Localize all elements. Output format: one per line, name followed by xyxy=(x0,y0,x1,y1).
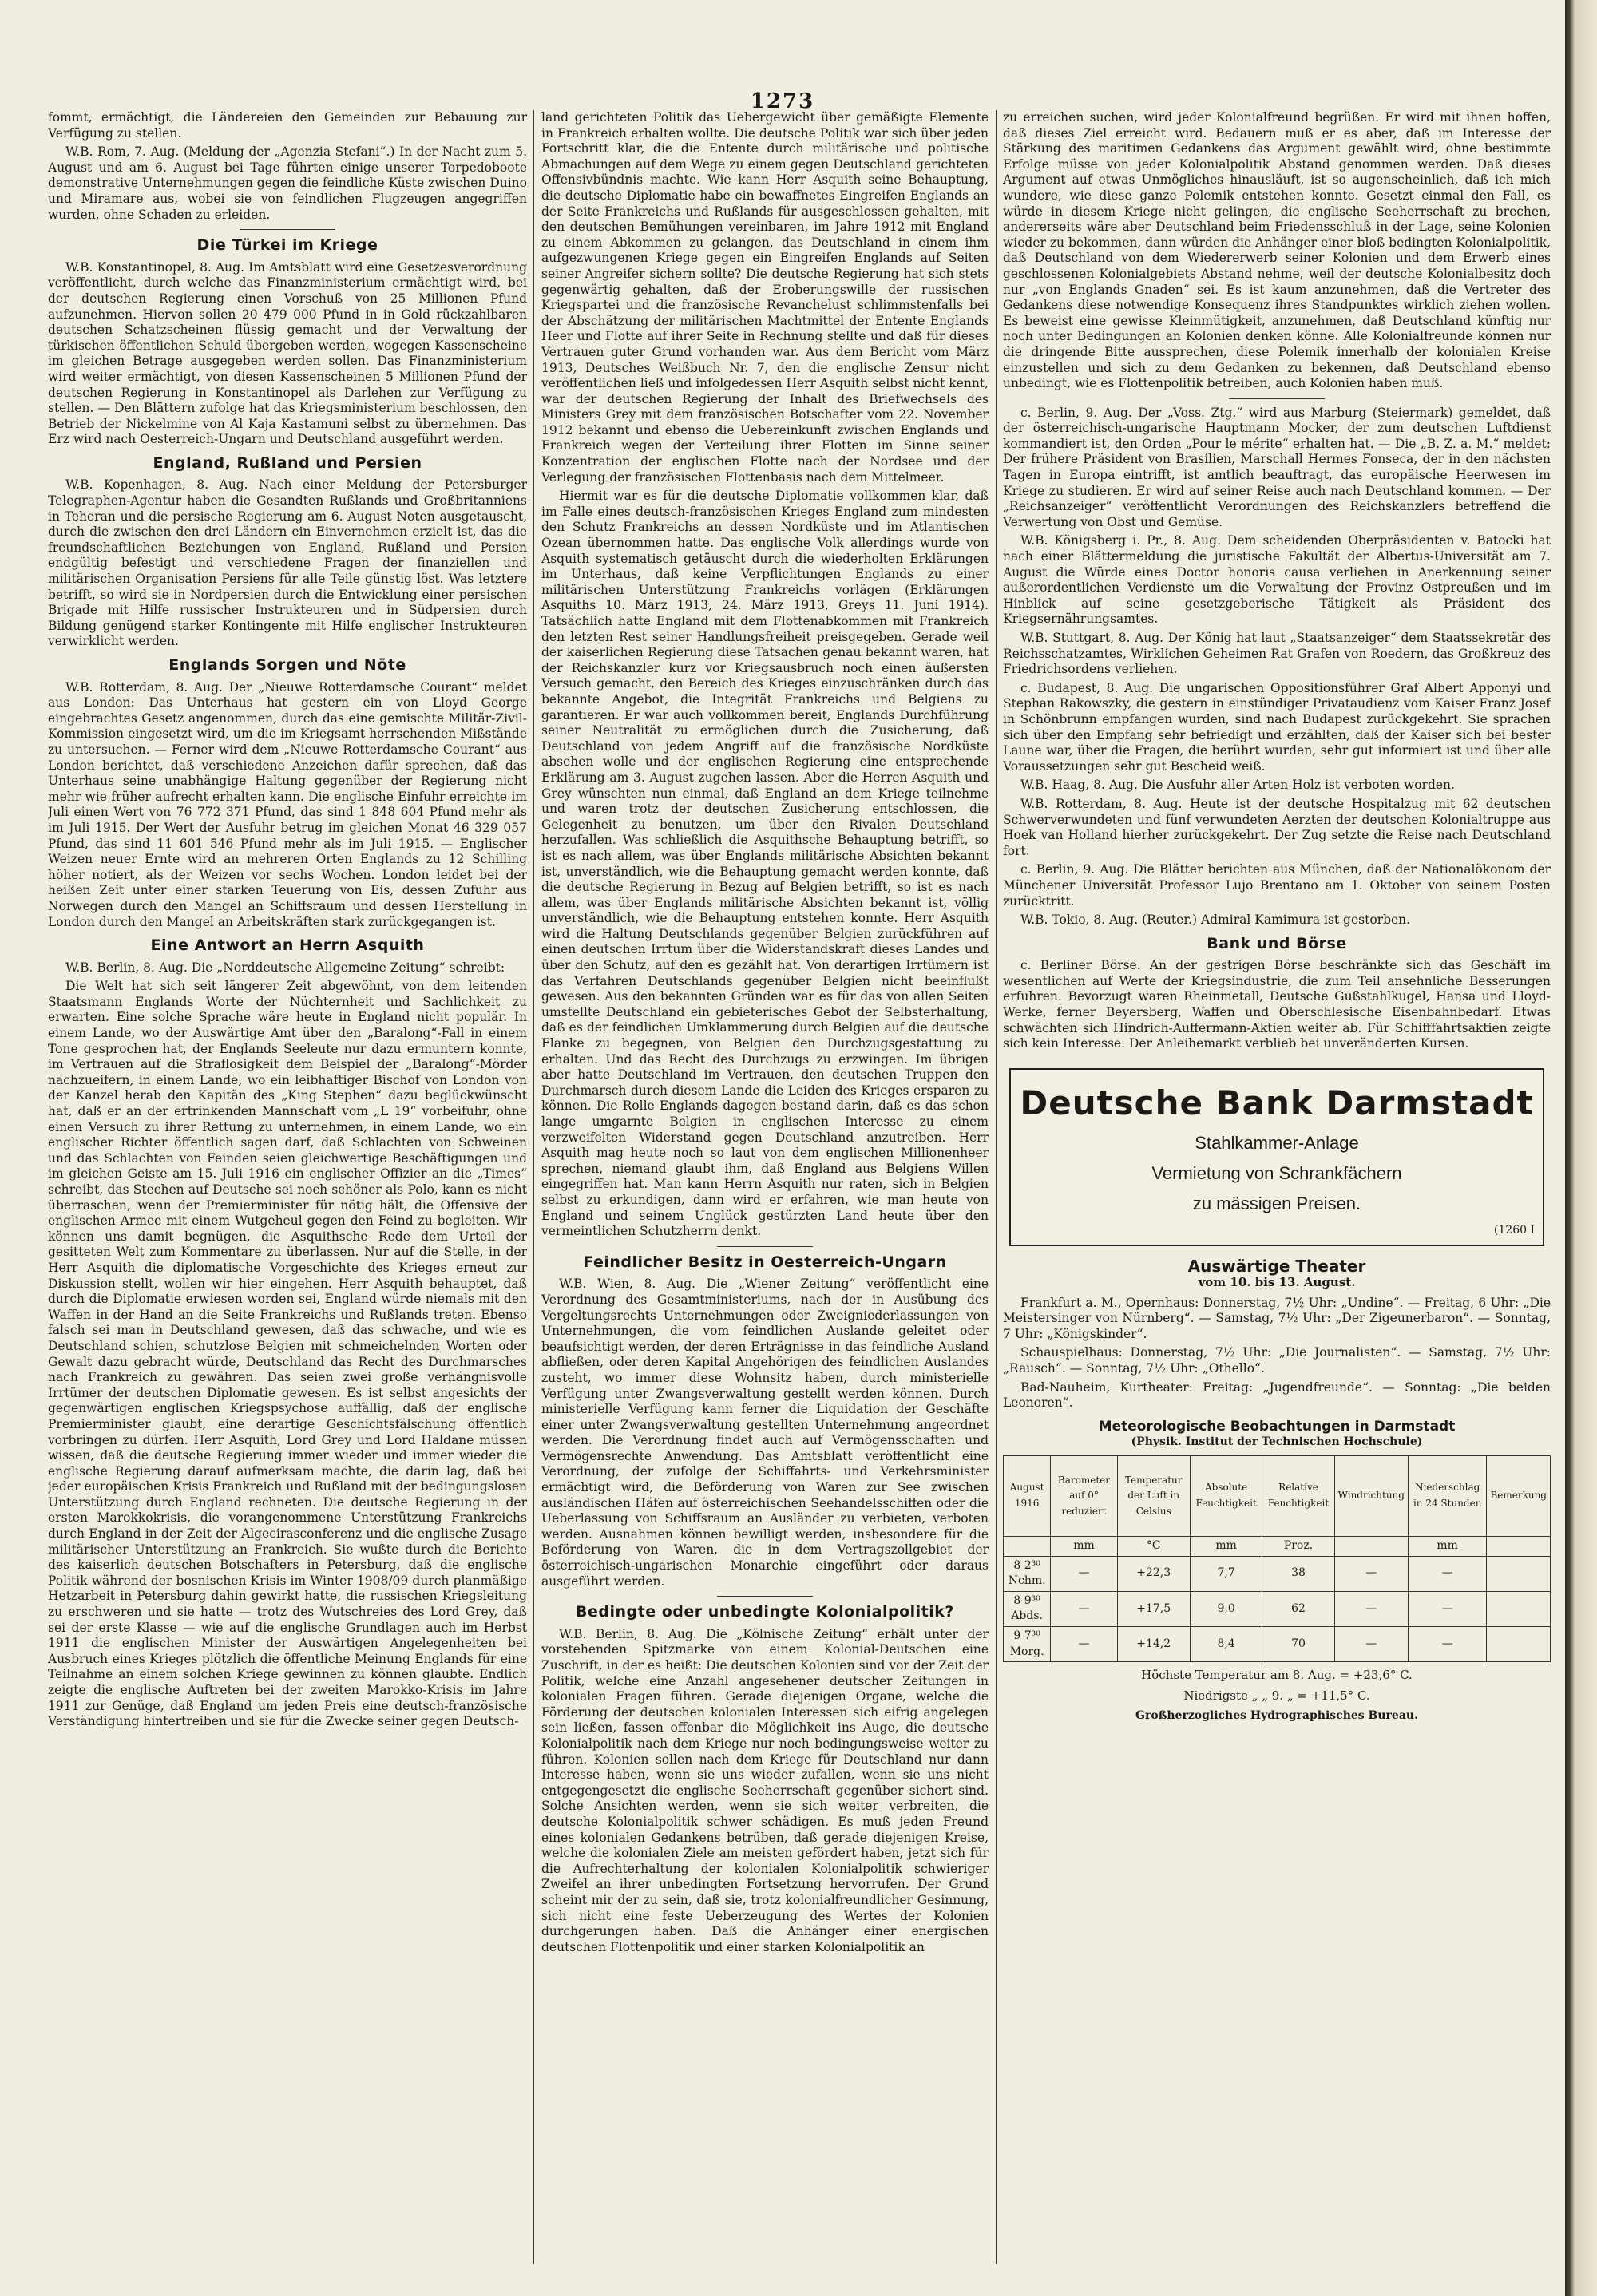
paragraph: zu erreichen suchen, wird jeder Kolonialfreund begrüßen. Er wird mit ihnen hoffen, daß dieses Ziel erreicht wird. Bedauern muß er es aber, daß im Interesse der Stärkung des maritimen Gedankens das Argument gewählt wird, ohne bestimmte Erfolge müsse von jeder Kolonialpolitik Abstand genommen werden. Daß dieses Argument auf etwas Unmögliches hinausläuft, ist so augenscheinlich, daß ich mich wundere, wie diese ganze Polemik entstehen konnte. Gesetzt einmal den Fall, es würde in diesem Kriege nicht gelingen, die englische Seeherrschaft zu brechen, andererseits wäre aber Deutschland beim Friedensschluß in der Lage, seine Kolonien wieder zu bekommen, dann würden die Anhänger einer bloß bedingten Kolonialpolitik, daß Deutschland von dem Wiedererwerb seiner Kolonien und dem Erwerb eines geschlossenen Kolonialgebiets Abstand nehme, weil der deutsche Kolonialbesitz doch nur „von Englands Gnaden“ sei. Es ist kaum anzunehmen, daß die Vertreter des Gedankens diese notwendige Konsequenz ihres Standpunktes wirklich ziehen wollen. Es beweist eine gewisse Kleinmütigkeit, anzunehmen, daß Deutschland künftig nur noch unter Bedingungen an Kolonien denken könne. Alle Kolonialfreunde können nur die dringende Bitte aussprechen, diese Polemik innerhalb der kolonialen Kreise einzustellen und sich zu dem Gedanken zu bekennen, daß Deutschland ebenso unbedingt, wie es Flottenpolitik betreiben, auch Kolonien haben muß. xyxy=(1003,110,1551,391)
paragraph: W.B. Kopenhagen, 8. Aug. Nach einer Meldung der Petersburger Telegraphen-Agentur haben die Gesandten Rußlands und Großbritanniens in Teheran und die persische Regierung am 6. August Noten ausgetauscht, durch die zwischen den drei Ländern ein Einvernehmen erzielt ist, das die freundschaftlichen Beziehungen von England, Rußland und Persien endgültig befestigt und verschiedene Fragen der finanziellen und militärischen Organisation Persiens für alle Teile günstig löst. Was letztere betrifft, so wird sie in Nordpersien durch die Entwicklung einer persischen Brigade mit Hilfe russischer Instrukteuren und in Südpersien durch Bildung genügend starker Kontingente mit Hilfe englischer Instrukteuren verwirklicht werden. xyxy=(48,477,527,649)
table-cell: 9,0 xyxy=(1190,1591,1262,1626)
weather-header-cell: Niederschlag in 24 Stunden xyxy=(1408,1455,1486,1536)
table-cell: 70 xyxy=(1262,1626,1334,1661)
column-2 xyxy=(541,110,989,2264)
table-cell: 8 9³⁰ Abds. xyxy=(1004,1591,1051,1626)
heading-sorgen: Englands Sorgen und Nöte xyxy=(168,656,406,674)
column-1 xyxy=(48,110,527,2264)
table-cell: — xyxy=(1334,1626,1408,1661)
paragraph: Die Welt hat sich seit längerer Zeit abgewöhnt, von dem leitenden Staatsmann Englands Worte der Nüchternheit und Sachlichkeit zu erwarten. Eine solche Sprache wäre heute in England nicht populär. In einem Lande, wo der Auswärtige Amt über den „Baralong“-Fall in einem Tone gesprochen hat, der Englands Seeleute nur dazu ermuntern konnte, im Vertrauen auf die Straflosigkeit dem Beispiel der „Baralong“-Mörder nachzueifern, in einem Lande, wo ein leibhaftiger Bischof von London von der Kanzel herab den Kapitän des „King Stephen“ dazu beglückwünscht hat, daß er an der ertrinkenden Mannschaft vom „L 19“ vorbeifuhr, ohne einen Versuch zu ihrer Rettung zu unternehmen, in einem Lande, wo ein englischer Richter öffentlich sagen darf, daß Schlachten von Schweinen und das Schlachten von Feinden seien gleichwertige Beschäftigungen und im gleichen Geiste am 15. Juli 1916 ein englischer Offizier an die „Times“ schreibt, das Stechen auf Deutsche sei noch schöner als Polo, kann es nicht überraschen, wenn der Premierminister für nötig hält, die Offensive der englischen Armee mit einem Wutgeheul gegen den Feind zu begleiten. Wir können uns damit begnügen, die Asquithsche Rede dem Urteil der gesitteten Welt zum Kommentare zu überlassen. Nur auf die Stelle, in der Herr Asquith die diplomatische Vorgeschichte des Krieges erneut zur Diskussion stellt, wollen wir hier eingehen. Herr Asquith behauptet, daß durch die Diplomatie erwiesen worden sei, England würde niemals mit den Waffen in der Hand an die Seite Frankreichs und Rußlands treten. Ebenso falsch sei man in Deutschland gewesen, daß das schwache, und wie es Deutschland schien, schutzlose Belgien mit schmeichelnden Worten oder Gewalt dazu gebracht würde, Deutschland das Recht des Durchmarsches nach Frankreich zu gewähren. Das seien zwei große verhängnisvolle Irrtümer der deutschen Diplomatie gewesen. Es ist selbst angesichts der gegenwärtigen englischen Kriegspsychose auffällig, daß der englische Premierminister glaubt, eine derartige Geschichtsfälschung öffentlich vorbringen zu dürfen. Herr Asquith, Lord Grey und Lord Haldane müssen wissen, daß die deutsche Regierung immer wieder und immer wieder die englische Regierung darauf aufmerksam machte, die darin lag, daß bei jeder europäischen Krisis Frankreich und Rußland mit der bedingungslosen Unterstützung durch England rechneten. Die deutsche Regierung in der ersten Marokkokrisis, die vorangenommene Unterstützung Frankreichs durch England in der Zeit der Algecirasconferenz und die englische Zusage militärischer Unterstützung an Frankreich. Sie wußte durch die Berichte des kaiserlich deutschen Botschafters in Petersburg, daß die englische Politik während der bosnischen Krisis im Winter 1908/09 durch planmäßige Hetzarbeit in Petersburg dahin gewirkt hatte, die russischen Kriegsleitung zu erschweren und sie hatte — trotz des Wutschreies des Lord Grey, daß sei der erste Klasse — wie auf die englische Grundlagen auch im Herbst 1911 die englischen Minister der Auswärtigen Angelegenheiten bei Ausbruch eines Krieges plötzlich die öffentliche Meinung Englands für eine Teilnahme an einem solchen Kriege gewinnen zu können glaubte. Endlich zeigte die englische Auftreten bei der zweiten Marokko-Krisis im Jahre 1911 zur Genüge, daß England um jeden Preis eine deutsch-französische Verständigung hintertreiben und sie für die Zwecke seiner gegen Deutsch- xyxy=(48,979,527,1729)
paragraph: W.B. Königsberg i. Pr., 8. Aug. Dem scheidenden Oberpräsidenten v. Batocki hat nach einer Blättermeldung die juristische Fakultät der Albertus-Universität am 7. August die Würde eines Doctor honoris causa verliehen in Anerkennung seiner außerordentlichen Verdienste um die Verwaltung der Provinz Ostpreußen und im Hinblick auf seine gesetzgeberische Tätigkeit als Präsident des Kriegsernährungsamtes. xyxy=(1003,533,1551,627)
ad-bank-name: Deutsche Bank Darmstadt xyxy=(1020,1083,1534,1122)
column-rule xyxy=(996,110,997,2264)
weather-unit-cell: Proz. xyxy=(1262,1536,1334,1556)
paragraph: W.B. Haag, 8. Aug. Die Ausfuhr aller Arten Holz ist verboten worden. xyxy=(1020,778,1455,793)
paragraph: W.B. Berlin, 8. Aug. Die „Norddeutsche Allgemeine Zeitung“ schreibt: xyxy=(65,960,505,975)
page-number: 1273 xyxy=(750,89,815,113)
weather-unit-cell: mm xyxy=(1190,1536,1262,1556)
table-cell: — xyxy=(1408,1556,1486,1591)
ad-line: Stahlkammer-Anlage xyxy=(1195,1132,1359,1153)
weather-header-cell: Windrichtung xyxy=(1334,1455,1408,1536)
weather-header-cell: Relative Feuchtigkeit xyxy=(1262,1455,1334,1536)
weather-unit-cell xyxy=(1334,1536,1408,1556)
table-cell: +14,2 xyxy=(1117,1626,1190,1661)
weather-header-cell: Barometer auf 0° reduziert xyxy=(1051,1455,1117,1536)
weather-header-cell: Bemerkung xyxy=(1487,1455,1551,1536)
weather-unit-cell: °C xyxy=(1117,1536,1190,1556)
weather-subtitle: (Physik. Institut der Technischen Hochschule) xyxy=(1131,1435,1423,1449)
table-cell: +17,5 xyxy=(1117,1591,1190,1626)
table-cell: — xyxy=(1051,1626,1117,1661)
weather-unit-cell xyxy=(1487,1536,1551,1556)
paragraph: W.B. Rom, 7. Aug. (Meldung der „Agenzia Stefani“.) In der Nacht zum 5. August und am 6. August bei Tage führten einige unserer Torpedoboote demonstrative Unternehmungen gegen die feindliche Küste zwischen Duino und Miramare aus, wobei sie von feindlichen Flugzeugen angegriffen wurden, ohne Schaden zu erleiden. xyxy=(48,144,527,222)
separator xyxy=(240,229,335,230)
ad-line: Vermietung von Schrankfächern xyxy=(1151,1162,1402,1183)
weather-table xyxy=(1003,1455,1551,1662)
table-cell: +22,3 xyxy=(1117,1556,1190,1591)
paragraph: W.B. Berlin, 8. Aug. Die „Kölnische Zeitung“ erhält unter der vorstehenden Spitzmarke von einem Kolonial-Deutschen eine Zuschrift, in der es heißt: Die deutschen Kolonien sind vor der Zeit der Politik, welche eine Anzahl angesehener deutscher Zeitungen in kolonialen Fragen führen. Gerade diejenigen Organe, welche die Förderung der deutschen kolonialen Interessen sich eifrig angelegen sein ließen, fassen offenbar die Möglichkeit ins Auge, die deutsche Kolonialpolitik nach dem Kriege nur noch bedingungsweise weiter zu führen. Kolonien sollen nach dem Kriege für Deutschland nur dann Interesse haben, wenn sie uns wieder zufallen, wenn sie uns nicht entgegengesetzt die englische Seeherrschaft gegenüber sichert sind. Solche Ansichten werden, wenn sie sich weiter verbreiten, die deutsche Kolonialpolitik schwer schädigen. Es muß jeden Freund eines kolonialen Gedankens betrüben, daß gerade diejenigen Kreise, welche die kolonialen Ziele am meisten gefördert haben, jetzt sich für die Aufrechterhaltung der kolonialen Kolonialpolitik schwieriger Zweifel an ihrer unbedingten Fortsetzung hervorrufen. Der Grund scheint mir der zu sein, daß sie, trotz kolonialfreundlicher Gesinnung, sich nicht eine feste Ueberzeugung des Wertes der Kolonien durchgerungen haben. Daß die Anhänger einer energischen deutschen Flottenpolitik und einer starken Kolonialpolitik an xyxy=(541,1626,989,1954)
paragraph: Bad-Nauheim, Kurtheater: Freitag: „Jugendfreunde“. — Sonntag: „Die beiden Leonoren“. xyxy=(1003,1380,1551,1411)
heading-england-russland: England, Rußland und Persien xyxy=(153,453,422,472)
min-temperature: Niedrigste „ „ 9. „ = +11,5° C. xyxy=(1183,1688,1370,1704)
max-temperature: Höchste Temperatur am 8. Aug. = +23,6° C. xyxy=(1141,1668,1413,1683)
paragraph: W.B. Stuttgart, 8. Aug. Der König hat laut „Staatsanzeiger“ dem Staatssekretär des Reichsschatzamtes, Wirklichen Geheimen Rat Grafen von Roedern, das Großkreuz des Friedrichsordens verliehen. xyxy=(1003,631,1551,677)
paragraph: fommt, ermächtigt, die Ländereien den Gemeinden zur Bebauung zur Verfügung zu stellen. xyxy=(48,110,527,141)
heading-antwort: Eine Antwort an Herrn Asquith xyxy=(150,936,425,955)
paragraph: land gerichteten Politik das Uebergewicht über gemäßigte Elemente in Frankreich erhalten wollte. Die deutsche Politik war sich über jeden Fortschritt klar, die die Entente durch militärische und politische Abmachungen auf dem Wege zu einem gegen Deutschland gerichteten Offensivbündnis machte. Wie kann Herr Asquith seine Behauptung, die deutsche Diplomatie habe ein bewaffnetes Eingreifen Englands an der Seite Frankreichs und Rußlands für ausgeschlossen gehalten, mit den deutschen Bemühungen vereinbaren, im Jahre 1912 mit England zu einem Abkommen zu gelangen, das Deutschland in einem ihm aufgezwungenen Kriege gegen ein Eingreifen Englands auf Seiten seiner Angreifer sichern sollte? Die deutsche Regierung hat sich stets gegenwärtig gehalten, daß der Eroberungswille der russischen Kriegspartei und die französische Revanchelust schlimmstenfalls bei der Abschätzung der militärischen Machtmittel der Entente Englands Heer und Flotte auf ihrer Seite in Rechnung stellte und daß für dieses Vertrauen guter Grund vorhanden war. Aus dem Bericht vom März 1913, Deutsches Weißbuch Nr. 7, den die englische Zensur nicht veröffentlichen ließ und infolgedessen Herr Asquith selbst nicht kennt, war der deutschen Regierung der Inhalt des Briefwechsels des Ministers Grey mit dem französischen Botschafter vom 22. November 1912 bekannt und ebenso die Uebereinkunft zwischen Englands und Frankreich wegen der Verteilung ihrer Flotten im Sinne seiner Konzentration der englischen Flotte nach der Nordsee und der Verlegung der französischen Flottenbasis nach dem Mittelmeer. xyxy=(541,110,989,485)
table-cell: 62 xyxy=(1262,1591,1334,1626)
ad-reference: (1260 I xyxy=(1493,1223,1535,1237)
separator xyxy=(717,1246,813,1247)
paragraph: c. Budapest, 8. Aug. Die ungarischen Oppositionsführer Graf Albert Apponyi und Stephan Rakowszky, die gestern in einstündiger Privataudienz vom Kaiser Franz Josef in Schönbrunn empfangen wurden, sind nach Budapest zurückgekehrt. Sie sprachen sich über den Empfang sehr befriedigt und erzählten, daß der Kaiser sich bei bester Laune war, über die Fragen, die berührt wurden, sehr gut informiert ist und über alle Voraussetzungen sehr gut Bescheid weiß. xyxy=(1003,680,1551,774)
bank-advertisement xyxy=(1009,1068,1544,1247)
table-row xyxy=(1004,1556,1551,1591)
table-cell: 7,7 xyxy=(1190,1556,1262,1591)
table-cell: — xyxy=(1051,1556,1117,1591)
table-cell: — xyxy=(1408,1591,1486,1626)
column-3 xyxy=(1003,110,1551,2264)
weather-header-cell: Temperatur der Luft in Celsius xyxy=(1117,1455,1190,1536)
table-cell: — xyxy=(1334,1591,1408,1626)
heading-bank: Bank und Börse xyxy=(1207,934,1347,952)
heading-theater: Auswärtige Theater xyxy=(1187,1257,1366,1277)
table-cell xyxy=(1487,1591,1551,1626)
table-row xyxy=(1004,1626,1551,1661)
heading-besitz: Feindlicher Besitz in Oesterreich-Ungarn xyxy=(583,1253,947,1271)
paragraph: W.B. Konstantinopel, 8. Aug. Im Amtsblatt wird eine Gesetzesverordnung veröffentlicht, durch welche das Finanzministerium ermächtigt wird, bei der deutschen Regierung einen Vorschuß von 25 Millionen Pfund aufzunehmen. Hiervon sollen 20 479 000 Pfund in in Gold rückzahlbaren deutschen Schatzscheinen flüssig gemacht und der Verwaltung der türkischen öffentlichen Schuld übergeben werden, wogegen Kassenscheine im gleichen Betrage ausgegeben werden sollen. Das Finanzministerium wird weiter ermächtigt, von diesen Kassenscheinen 5 Millionen Pfund der deutschen Regierung in Konstantinopel als Darlehen zur Verfügung zu stellen. — Den Blättern zufolge hat das Kriegsministerium beschlossen, den Betrieb der Nickelmine von Al Kaja Kastamuni selbst zu übernehmen. Das Erz wird nach Oesterreich-Ungarn und Deutschland ausgeführt werden. xyxy=(48,259,527,447)
table-cell: — xyxy=(1334,1556,1408,1591)
column-rule xyxy=(533,110,534,2264)
paragraph: W.B. Tokio, 8. Aug. (Reuter.) Admiral Kamimura ist gestorben. xyxy=(1020,912,1411,928)
paragraph: W.B. Rotterdam, 8. Aug. Heute ist der deutsche Hospitalzug mit 62 deutschen Schwerverwundeten und fünf verwundeten Aerzten der deutschen Kolonialtruppe aus Hoek van Holland hierher zurückgekehrt. Der Zug setzte die Reise nach Deutschland fort. xyxy=(1003,796,1551,858)
weather-unit-cell: mm xyxy=(1408,1536,1486,1556)
paragraph: c. Berlin, 9. Aug. Der „Voss. Ztg.“ wird aus Marburg (Steiermark) gemeldet, daß der österreichisch-ungarische Hauptmann Mocker, der zum deutschen Luftdienst kommandiert ist, den Orden „Pour le mérite“ erhalten hat. — Die „B. Z. a. M.“ meldet: Der frühere Präsident von Brasilien, Marschall Hermes Fonseca, der in den nächsten Tagen in Europa eintrifft, ist amtlich beauftragt, das europäische Heerwesen im Kriege zu studieren. Er wird auf seiner Reise auch nach Deutschland kommen. — Der „Reichsanzeiger“ veröffentlicht Verordnungen des Reichskanzlers betreffend die Verwertung von Obst und Gemüse. xyxy=(1003,405,1551,529)
weather-header-row xyxy=(1004,1455,1551,1536)
paragraph: W.B. Rotterdam, 8. Aug. Der „Nieuwe Rotterdamsche Courant“ meldet aus London: Das Unterhaus hat gestern ein von Lloyd George eingebrachtes Gesetz angenommen, durch das eine gemischte Militär-Zivil-Kommission eingesetzt wird, um die im Kriegsamt herrschenden Mißstände zu untersuchen. — Ferner wird dem „Nieuwe Rotterdamsche Courant“ aus London berichtet, daß verschiedene Anzeichen dafür sprechen, daß das Unterhaus seine unabhängige Haltung gegenüber der Regierung nicht mehr wie früher aufrecht erhalten kann. Die englische Einfuhr erreichte im Juli einen Wert von 76 772 371 Pfund, das sind 1 848 604 Pfund mehr als im Juli 1915. Der Wert der Ausfuhr betrug im gleichen Monat 46 329 057 Pfund, das sind 11 601 546 Pfund mehr als im Juli 1915. — Englischer Weizen neuer Ernte wird an mehreren Orten Englands zu 12 Schilling höher notiert, als der Weizen vor sechs Wochen. London leidet bei der heißen Zeit unter einer starken Teuerung von Eis, dessen Zufuhr aus Norwegen durch den Mangel an Schiffsraum und dessen Herstellung in London durch den Mangel an Arbeitskräften stark zurückgegangen ist. xyxy=(48,679,527,929)
table-cell: — xyxy=(1408,1626,1486,1661)
weather-unit-cell: mm xyxy=(1051,1536,1117,1556)
table-cell: 9 7³⁰ Morg. xyxy=(1004,1626,1051,1661)
paragraph: Schauspielhaus: Donnerstag, 7½ Uhr: „Die Journalisten“. — Samstag, 7½ Uhr: „Rausch“. — Sonntag, 7½ Uhr: „Othello“. xyxy=(1003,1345,1551,1376)
weather-header-cell: August 1916 xyxy=(1004,1455,1051,1536)
weather-unit-row xyxy=(1004,1536,1551,1556)
table-cell: 8,4 xyxy=(1190,1626,1262,1661)
heading-tuerkei: Die Türkei im Kriege xyxy=(196,236,378,255)
table-cell: 8 2³⁰ Nchm. xyxy=(1004,1556,1051,1591)
weather-header-cell: Absolute Feuchtigkeit xyxy=(1190,1455,1262,1536)
table-row xyxy=(1004,1591,1551,1626)
theater-dates: vom 10. bis 13. August. xyxy=(1198,1275,1356,1290)
paragraph: Frankfurt a. M., Opernhaus: Donnerstag, 7½ Uhr: „Undine“. — Freitag, 6 Uhr: „Die Meistersinger von Nürnberg“. — Samstag, 7½ Uhr: „Der Zigeunerbaron“. — Sonntag, 7 Uhr: „Königskinder“. xyxy=(1003,1295,1551,1341)
weather-source: Großherzogliches Hydrographisches Bureau. xyxy=(1135,1709,1418,1723)
paragraph: W.B. Wien, 8. Aug. Die „Wiener Zeitung“ veröffentlicht eine Verordnung des Gesamtministeriums, nach der in Ausübung des Vergeltungsrechts Unternehmungen oder Zweigniederlassungen von Unternehmungen, die vom feindlichen Auslande geleitet oder beaufsichtigt werden, der deren Erträgnisse in das feindliche Ausland abfließen, oder deren Kapital Angehörigen des feindlichen Auslandes zusteht, wo immer diese Wohnsitz haben, durch ministerielle Verfügung unter Zwangsverwaltung gestellt werden können. Durch ministerielle Verfügung kann ferner die Liquidation der Geschäfte einer unter Zwangsverwaltung gestellten Unternehmung angeordnet werden. Die Verordnung findet auch auf Vermögensschaften und Vermögensrechte Anwendung. Das Amtsblatt veröffentlicht eine Verordnung, der zufolge der Schiffahrts- und Verkehrsminister ermächtigt wird, die Beförderung von Waren zur See zwischen ausländischen Häfen auf österreichischen Seehandelsschiffen oder die Ueberlassung von Schiffsraum an Ausländer zu verbieten, verboten werden. Ausnahmen können bewilligt werden, insbesondere für die Beförderung von Waren, die in dem Vertragszollgebiet der österreichisch-ungarischen Monarchie eingeführt oder daraus ausgeführt werden. xyxy=(541,1277,989,1589)
ad-line: zu mässigen Preisen. xyxy=(1192,1193,1361,1213)
table-cell: 38 xyxy=(1262,1556,1334,1591)
binding-edge xyxy=(1565,0,1597,2296)
table-cell xyxy=(1487,1556,1551,1591)
table-cell: — xyxy=(1051,1591,1117,1626)
separator xyxy=(1229,398,1325,399)
separator xyxy=(717,1596,813,1597)
table-cell xyxy=(1487,1626,1551,1661)
paragraph: c. Berliner Börse. An der gestrigen Börse beschränkte sich das Geschäft im wesentlichen auf Werte der Kriegsindustrie, die zum Teil ansehnliche Besserungen erfuhren. Bevorzugt waren Rheinmetall, Deutsche Gußstahlkugel, Hansa und Lloyd-Werke, ferner Beyersberg, Waffen und Oberschlesische Eisenbahnbedarf. Etwas schwächten sich Hindrich-Auffermann-Aktien weiter ab. Für Schifffahrtsaktien zeigte sich kein Interesse. Der Anleihemarkt verblieb bei unveränderten Kursen. xyxy=(1003,958,1551,1051)
heading-kolonial: Bedingte oder unbedingte Kolonialpolitik? xyxy=(576,1603,954,1621)
weather-title: Meteorologische Beobachtungen in Darmstadt xyxy=(1098,1418,1456,1435)
paragraph: c. Berlin, 9. Aug. Die Blätter berichten aus München, daß der Nationalökonom der Münchener Universität Professor Lujo Brentano am 1. Oktober von seinem Posten zurücktritt. xyxy=(1003,862,1551,909)
paragraph: Hiermit war es für die deutsche Diplomatie vollkommen klar, daß im Falle eines deutsch-französischen Krieges England zum mindesten den Schutz Frankreichs an dessen Nordküste und im Atlantischen Ozean übernommen hatte. Das englische Volk allerdings wurde von Asquith systematisch getäuscht durch die wiederholten Erklärungen im Unterhaus, daß keine Verpflichtungen Englands zu einer militärischen Unterstützung Frankreichs vorlägen (Erklärungen Asquiths 10. März 1913, 24. März 1913, Greys 11. Juni 1914). Tatsächlich hatte England mit dem Flottenabkommen mit Frankreich den letzten Rest seiner Handlungsfreiheit preisgegeben. Gerade weil der kaiserlichen Regierung diese Tatsachen genau bekannt waren, hat der Reichskanzler kurz vor Kriegsausbruch noch einen äußersten Versuch gemacht, den Bereich des Krieges einzuschränken durch das bekannte Angebot, die Integrität Frankreichs und Belgiens zu garantieren. Er war auch vollkommen bereit, Englands Durchführung seiner Neutralität zu ermöglichen durch die Zusicherung, daß Deutschland von jedem Angriff auf die französische Nordküste absehen wolle und der englischen Regierung eine entsprechende Erklärung am 3. August zugehen lassen. Aber die Herren Asquith und Grey wünschten nun einmal, daß England an dem Kriege teilnehme und waren trotz der deutschen Zusicherung entschlossen, die Gelegenheit zu benutzen, um über den Rivalen Deutschland herzufallen. Was schließlich die Asquithsche Behauptung betrifft, so ist es nach allem, was über Englands militärische Absichten bekannt ist, unverständlich, wie die Behauptung gemacht werden konnte, daß die deutsche Regierung in Bezug auf Belgien betrifft, so ist es nach allem, was über Englands militärische Absichten bekannt ist, völlig unverständlich, wie die Behauptung entstehen konnte. Herr Asquith wird die Haltung Deutschlands gegenüber Belgien zurückführen auf einen deutschen Irrtum über die Widerstandskraft dieses Landes und über den Schutz, auf den es gezählt hat. Von derartigen Irrtümern ist das Verfahren Deutschlands gegenüber Belgien nicht beeinflußt gewesen. Aus den bekannten Gründen war es für das von allen Seiten umstellte Deutschland ein gebieterisches Gebot der Selbsterhaltung, daß es der feindlichen Umklammerung durch Belgien auf die deutsche Flanke zu begegnen, von Belgien den Durchzugsgestattung zu erhalten. Und das Recht des Durchzugs zu erzwingen. Im übrigen aber hatte Deutschland im Vertrauen, den deutschen Truppen den Durchmarsch durch diesem Lande die Leiden des Krieges ersparen zu können. Die Rolle Englands dagegen bestand darin, daß es das schon lange umgarnte Belgien in englischen Interesse zu einem verzweifelten Widerstand gegen Deutschland anzutreiben. Herr Asquith mag heute noch so laut von dem englischen Millionenheer sprechen, niemand glaubt ihm, daß England aus Belgiens Willen eingegriffen hat. Man kann Herrn Asquith nur raten, sich in Belgien selbst zu erkundigen, dann wird er erfahren, wie man heute von England und seinem Unglück gestürzten Land heute über den vermeintlichen Schutzherrn denkt. xyxy=(541,489,989,1239)
weather-unit-cell xyxy=(1004,1536,1051,1556)
